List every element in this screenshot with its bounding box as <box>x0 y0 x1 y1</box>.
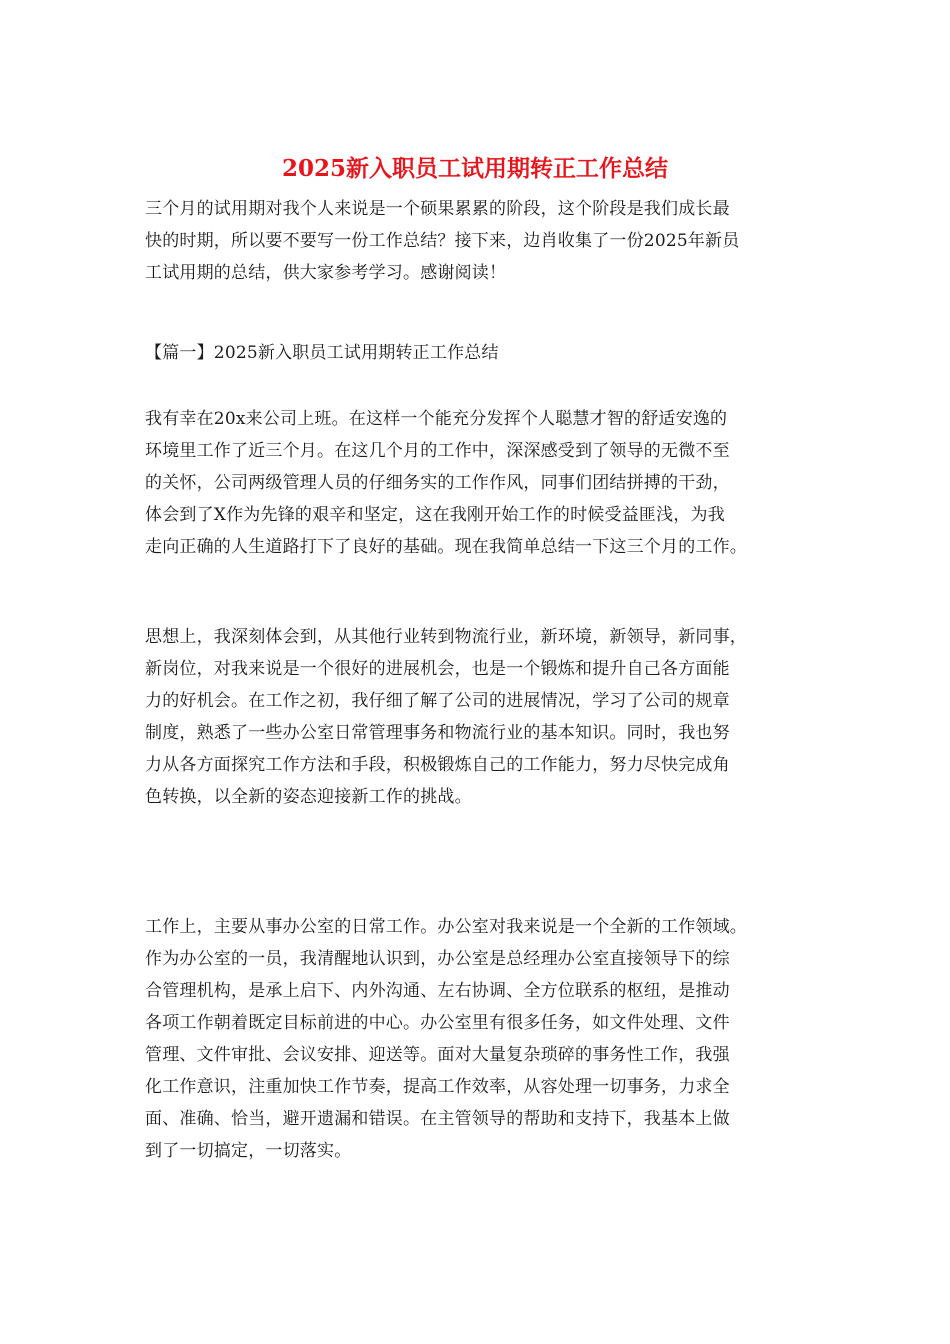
paragraph-line: 我有幸在20x来公司上班。在这样一个能充分发挥个人聪慧才智的舒适安逸的 <box>145 409 728 429</box>
paragraph-line: 作为办公室的一员，我清醒地认识到，办公室是总经理办公室直接领导下的综 <box>145 949 730 969</box>
paragraph-line: 体会到了X作为先锋的艰辛和坚定，这在我刚开始工作的时候受益匪浅，为我 <box>145 505 725 525</box>
paragraph-line: 的关怀，公司两级管理人员的仔细务实的工作作风，同事们团结拼搏的干劲， <box>145 473 730 493</box>
section-heading <box>145 337 810 369</box>
paragraph-line: 力的好机会。在工作之初，我仔细了解了公司的进展情况，学习了公司的规章 <box>145 691 730 711</box>
paragraph-line: 化工作意识，注重加快工作节奏，提高工作效率，从容处理一切事务，力求全 <box>145 1077 730 1097</box>
paragraph-line: 到了一切搞定，一切落实。 <box>145 1141 352 1161</box>
intro-line: 三个月的试用期对我个人来说是一个硕果累累的阶段，这个阶段是我们成长最 <box>145 199 730 219</box>
paragraph-line: 走向正确的人生道路打下了良好的基础。现在我简单总结一下这三个月的工作。 <box>145 537 747 557</box>
paragraph-line: 面、准确、恰当，避开遗漏和错误。在主管领导的帮助和支持下，我基本上做 <box>145 1109 730 1129</box>
paragraph-3 <box>145 911 810 1167</box>
paragraph-line: 制度，熟悉了一些办公室日常管理事务和物流行业的基本知识。同时，我也努 <box>145 723 730 743</box>
paragraph-line: 力从各方面探究工作方法和手段，积极锻炼自己的工作能力，努力尽快完成角 <box>145 755 730 775</box>
paragraph-line: 工作上，主要从事办公室的日常工作。办公室对我来说是一个全新的工作领域。 <box>145 917 747 937</box>
paragraph-line: 思想上，我深刻体会到，从其他行业转到物流行业，新环境，新领导，新同事， <box>145 627 747 647</box>
document-title: 2025新入职员工试用期转正工作总结 <box>281 155 668 182</box>
paragraph-2 <box>145 621 810 813</box>
section-heading-text: 【篇一】2025新入职员工试用期转正工作总结 <box>145 343 499 363</box>
paragraph-line: 各项工作朝着既定目标前进的中心。办公室里有很多任务，如文件处理、文件 <box>145 1013 730 1033</box>
paragraph-line: 环境里工作了近三个月。在这几个月的工作中，深深感受到了领导的无微不至 <box>145 441 730 461</box>
paragraph-line: 合管理机构，是承上启下、内外沟通、左右协调、全方位联系的枢纽，是推动 <box>145 981 730 1001</box>
paragraph-line: 新岗位，对我来说是一个很好的进展机会，也是一个锻炼和提升自己各方面能 <box>145 659 730 679</box>
paragraph-line: 色转换，以全新的姿态迎接新工作的挑战。 <box>145 787 472 807</box>
paragraph-1 <box>145 403 810 563</box>
intro-line: 快的时期，所以要不要写一份工作总结？接下来，边肖收集了一份2025年新员 <box>145 231 740 251</box>
intro-paragraph <box>145 193 810 289</box>
paragraph-line: 管理、文件审批、会议安排、迎送等。面对大量复杂琐碎的事务性工作，我强 <box>145 1045 730 1065</box>
intro-line: 工试用期的总结，供大家参考学习。感谢阅读！ <box>145 263 507 283</box>
